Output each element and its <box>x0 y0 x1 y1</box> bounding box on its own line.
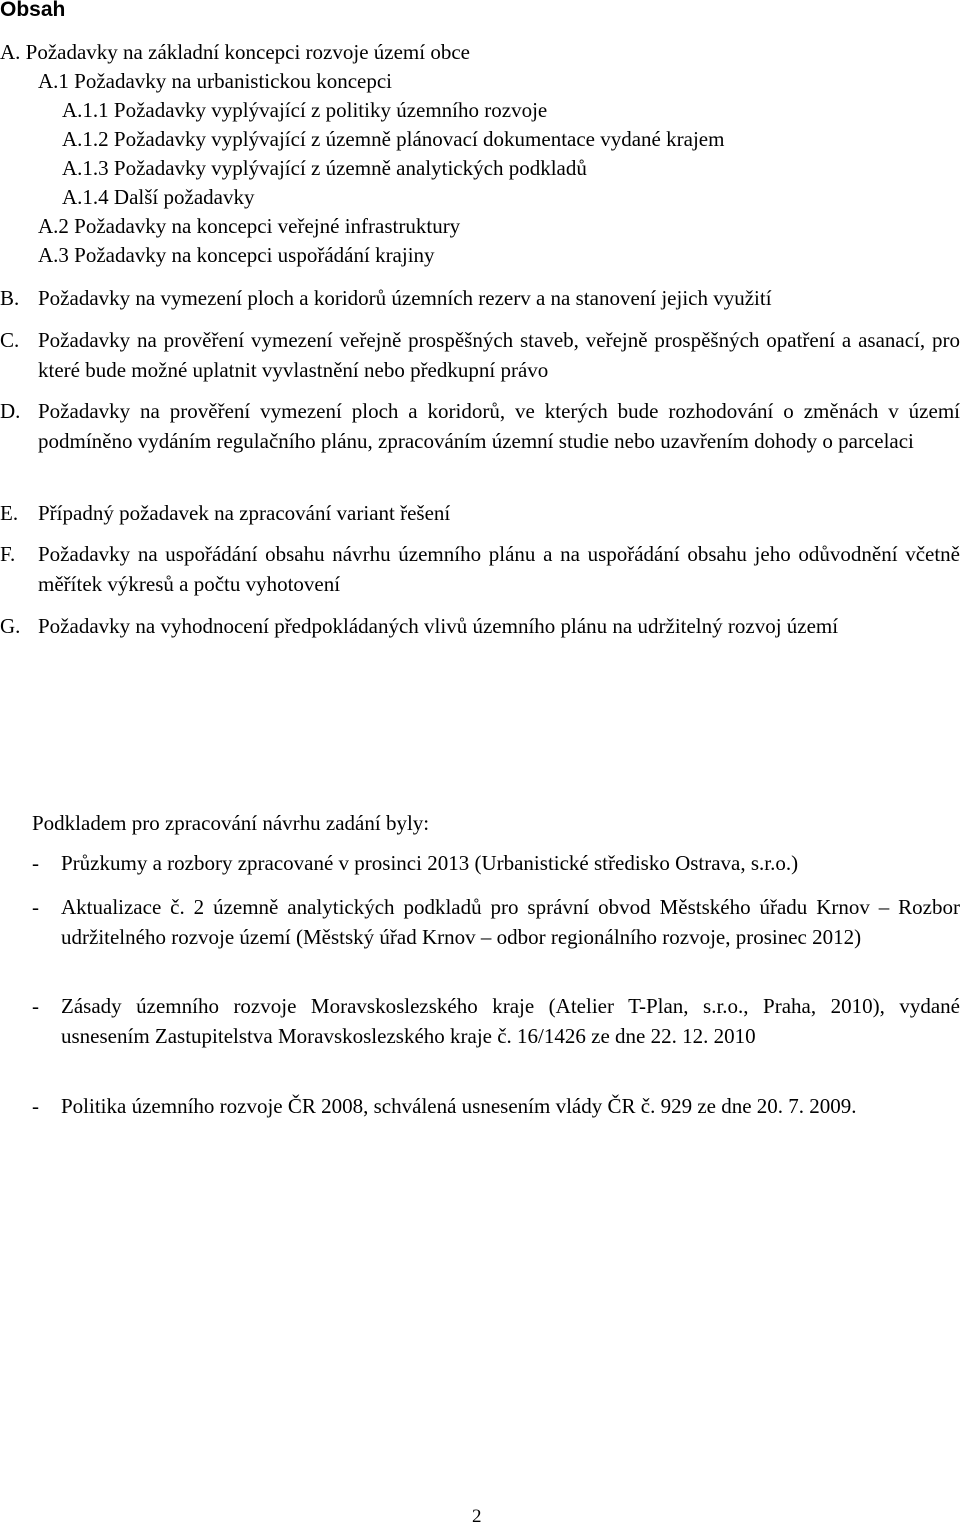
toc-letter: C. <box>0 328 20 352</box>
list-dash: - <box>32 994 39 1018</box>
toc-text: Požadavky na prověření vymezení veřejně prospěšných staveb, veřejně prospěšných opatření a asanací, pro které bude možné uplatnit vyvlastnění nebo předkupní právo <box>38 328 960 382</box>
toc-item-g <box>0 612 960 642</box>
source-text: Průzkumy a rozbory zpracované v prosinci 2013 (Urbanistické středisko Ostrava, s.r.o.) <box>61 851 799 875</box>
source-item <box>32 893 960 952</box>
source-text: Zásady územního rozvoje Moravskoslezského kraje (Atelier T-Plan, s.r.o., Praha, 2010), vydané usnesením Zastupitelstva Moravskoslezského kraje č. 16/1426 ze dne 22. 12. 2010 <box>61 994 960 1048</box>
list-dash: - <box>32 851 39 875</box>
toc-item-a14: A.1.4 Další požadavky <box>62 185 255 209</box>
toc-item-e <box>0 499 960 529</box>
toc-item-a12: A.1.2 Požadavky vyplývající z územně plánovací dokumentace vydané krajem <box>62 127 725 151</box>
source-item <box>32 1092 960 1122</box>
sources-heading: Podkladem pro zpracování návrhu zadání byly: <box>32 811 430 835</box>
list-dash: - <box>32 1094 39 1118</box>
toc-letter: E. <box>0 501 19 525</box>
source-item <box>32 849 960 879</box>
source-text: Aktualizace č. 2 územně analytických podkladů pro správní obvod Městského úřadu Krnov – Rozbor udržitelného rozvoje území (Městský úřad Krnov – odbor regionálního rozvoje, prosinec 2012) <box>61 895 960 949</box>
toc-item-a: A. Požadavky na základní koncepci rozvoje území obce <box>0 40 470 64</box>
toc-letter: D. <box>0 399 21 423</box>
toc-text: Případný požadavek na zpracování variant řešení <box>38 501 451 525</box>
toc-text: Požadavky na vyhodnocení předpokládaných vlivů územního plánu na udržitelný rozvoj území <box>38 614 839 638</box>
toc-item-a2: A.2 Požadavky na koncepci veřejné infrastruktury <box>38 214 461 238</box>
toc-item-f <box>0 540 960 599</box>
toc-letter: F. <box>0 542 16 566</box>
page-number: 2 <box>472 1506 482 1527</box>
page-title: Obsah <box>0 0 66 21</box>
toc-item-a13: A.1.3 Požadavky vyplývající z územně analytických podkladů <box>62 156 587 180</box>
toc-item-b <box>0 284 960 314</box>
toc-item-a1: A.1 Požadavky na urbanistickou koncepci <box>38 69 392 93</box>
toc-letter: B. <box>0 286 20 310</box>
toc-item-d <box>0 397 960 456</box>
toc-letter: G. <box>0 614 21 638</box>
source-text: Politika územního rozvoje ČR 2008, schválená usnesením vlády ČR č. 929 ze dne 20. 7. 2009. <box>61 1094 857 1118</box>
toc-text: Požadavky na uspořádání obsahu návrhu územního plánu a na uspořádání obsahu jeho odůvodnění včetně měřítek výkresů a počtu vyhotovení <box>38 542 960 596</box>
toc-item-a11: A.1.1 Požadavky vyplývající z politiky územního rozvoje <box>62 98 548 122</box>
list-dash: - <box>32 895 39 919</box>
toc-item-c <box>0 326 960 385</box>
toc-text: Požadavky na vymezení ploch a koridorů územních rezerv a na stanovení jejich využití <box>38 286 772 310</box>
source-item <box>32 992 960 1051</box>
toc-item-a3: A.3 Požadavky na koncepci uspořádání krajiny <box>38 243 435 267</box>
toc-text: Požadavky na prověření vymezení ploch a koridorů, ve kterých bude rozhodování o změnách v území podmíněno vydáním regulačního plánu, zpracováním územní studie nebo uzavřením dohody o parcelaci <box>38 399 960 453</box>
